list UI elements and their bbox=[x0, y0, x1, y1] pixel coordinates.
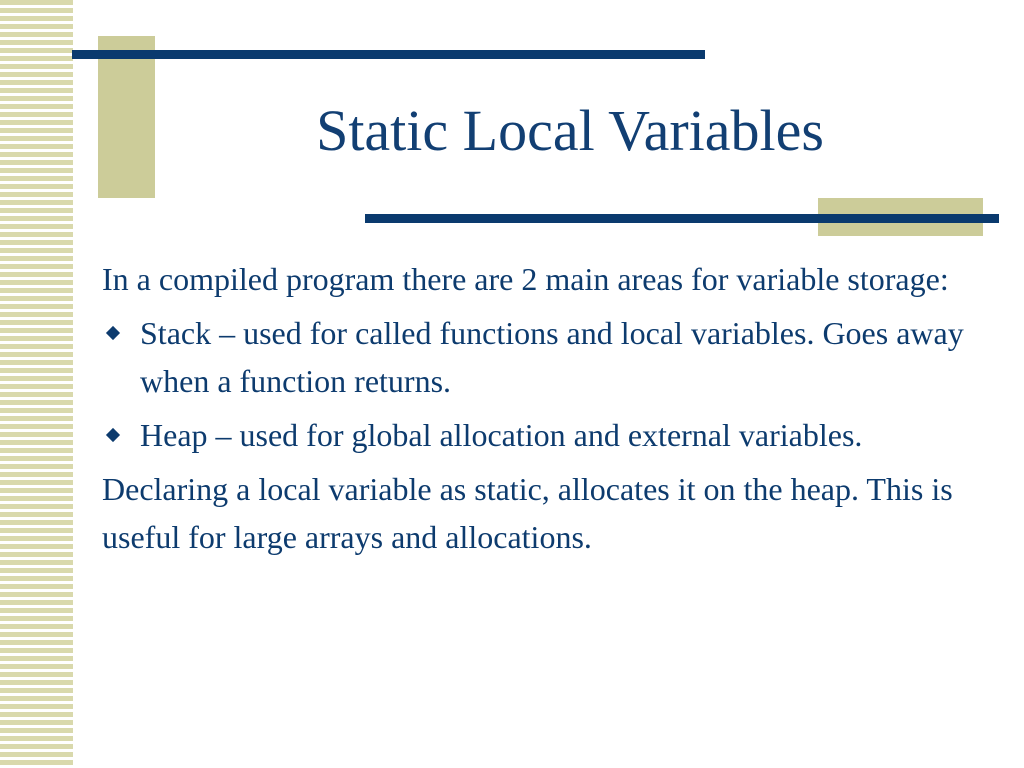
bottom-rule bbox=[365, 214, 999, 223]
accent-block-left bbox=[98, 36, 155, 198]
bullet-item-heap bbox=[102, 411, 982, 459]
bullet-text-stack: Stack – used for called functions and local variables. Goes away when a function returns. bbox=[140, 315, 964, 399]
slide-title: Static Local Variables bbox=[316, 98, 824, 163]
intro-paragraph: In a compiled program there are 2 main areas for variable storage: bbox=[102, 261, 949, 297]
diamond-bullet-icon bbox=[106, 326, 120, 340]
top-rule bbox=[72, 50, 705, 59]
bullet-item-stack bbox=[102, 309, 982, 405]
diamond-bullet-icon bbox=[106, 428, 120, 442]
closing-paragraph: Declaring a local variable as static, allocates it on the heap. This is useful for large arrays and allocations. bbox=[102, 471, 953, 555]
bullet-text-heap: Heap – used for global allocation and external variables. bbox=[140, 417, 863, 453]
slide-body bbox=[102, 255, 982, 567]
decorative-stripe-bar bbox=[0, 0, 73, 768]
